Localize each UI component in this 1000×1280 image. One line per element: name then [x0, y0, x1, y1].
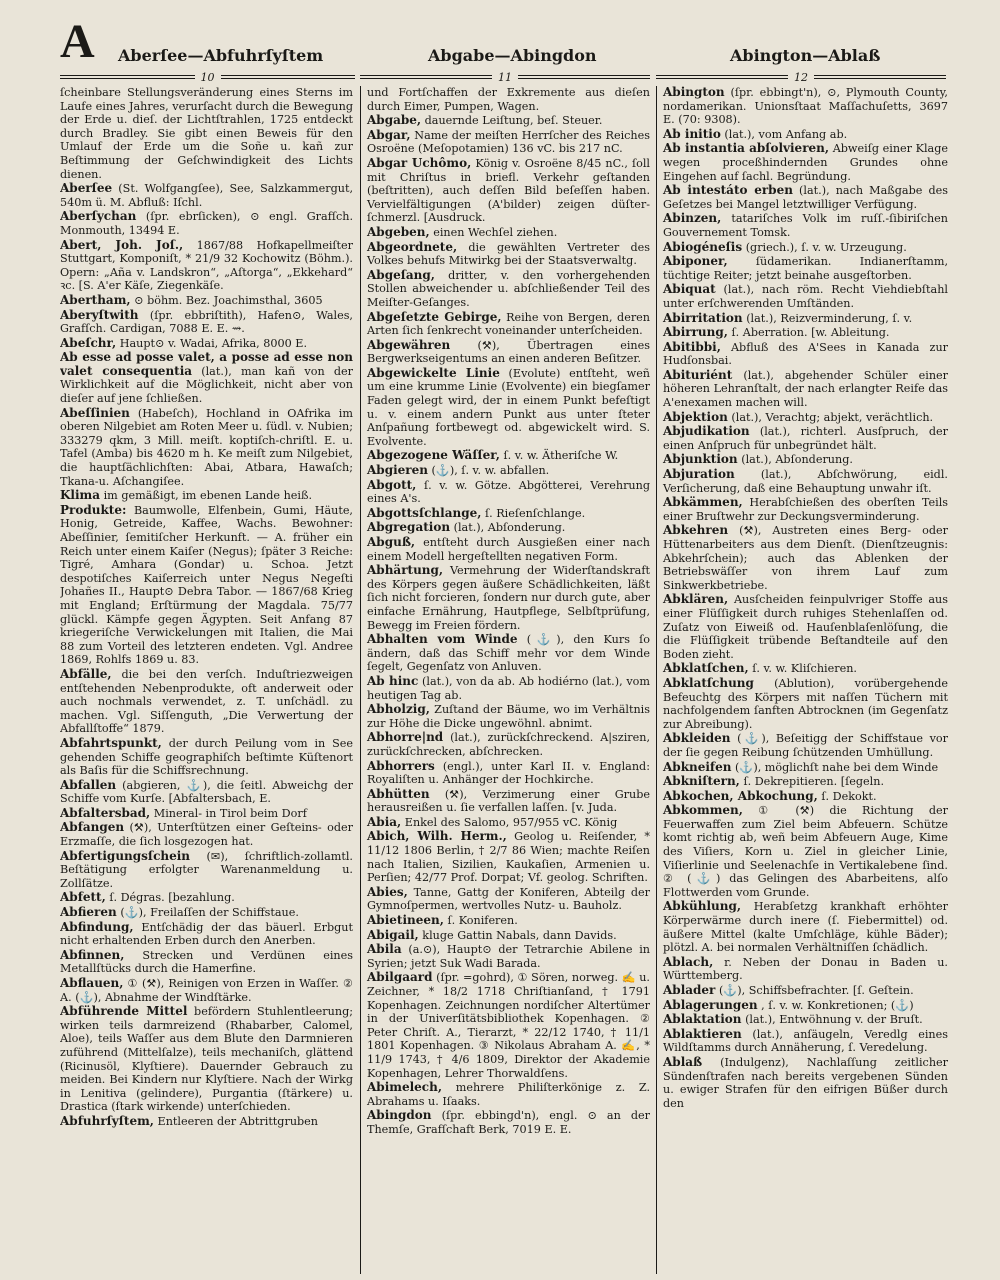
entry-headword: Ablaktieren [663, 1026, 742, 1041]
dictionary-entry [663, 732, 948, 759]
entry-headword: Aberſychan [60, 209, 137, 224]
dictionary-entry [663, 453, 948, 467]
entry-definition: (ſpr. ebbingt'n), ⊙, Plymouth County, nordamerikan. Unionsſtaat Maſſachuſetts, 3697 E. (70: 9308). [663, 86, 948, 127]
entry-headword: Abholzig, [367, 702, 430, 717]
entry-definition: Reihe von Bergen, deren Arten ſich ſenkrecht voneinander unterſcheiden. [367, 310, 650, 338]
entry-headword: Abingdon [367, 1108, 432, 1123]
entry-headword: Abgabe, [367, 113, 422, 128]
entry-headword: Ablader [663, 983, 716, 997]
entry-definition: (lat.), Abſonderung. [741, 453, 853, 467]
entry-definition: ſ. v. w. Kliſchieren. [752, 662, 857, 676]
dictionary-entry [663, 255, 948, 282]
dictionary-entry [60, 182, 353, 209]
dictionary-entry [60, 1005, 353, 1114]
entry-headword: Abhärtung, [367, 563, 444, 578]
entry-headword: Abfett, [60, 890, 106, 905]
entry-definition: (lat.), abgehender Schüler einer höheren Lehranſtalt, der nach erlangter Reife das A'enexamen machen will. [663, 368, 948, 410]
dictionary-entry [663, 341, 948, 368]
entry-headword: Abführende Mittel [60, 1004, 188, 1019]
entry-headword: Abkommen, [663, 803, 743, 818]
entry-headword: Abila [367, 942, 402, 957]
dictionary-entry [60, 86, 353, 181]
entry-headword: Abgeben, [367, 224, 430, 239]
entry-headword: Abgeordnete, [367, 239, 458, 254]
entry-headword: Abgar, [367, 127, 411, 142]
entry-definition: Vermehrung der Widerſtandskraft des Körpers gegen äußere Schädlichkeiten, läßt ſich nicht forcieren, ſondern nur durch gute, aber einfache Ernährung, Hautpflege, Selbſtprüfung, Bewegg im Freien fördern. [367, 564, 650, 632]
dictionary-entry [367, 339, 650, 366]
entry-definition: Abfluß des A'Sees in Kanada zur Hudſonsbai. [663, 340, 948, 368]
entry-headword: Ab hinc [367, 673, 419, 688]
dictionary-entry [663, 593, 948, 661]
rule-line [60, 75, 195, 79]
dictionary-entry [663, 241, 948, 255]
dictionary-entry [60, 504, 353, 667]
center-page-number: 11 [498, 70, 512, 84]
dictionary-entry [367, 830, 650, 884]
center-page-rule [360, 70, 650, 84]
entry-headword: Abklatſchen, [663, 661, 749, 676]
entry-headword: Abkochen, Abkochung, [663, 788, 818, 803]
dictionary-entry [60, 906, 353, 920]
entry-definition: Herabſchießen des oberſten Teils einer Bruſtwehr zur Deckungsverminderung. [663, 496, 948, 523]
entry-headword: Abkühlung, [663, 899, 742, 914]
dictionary-entry [60, 850, 353, 891]
entry-headword: Abfälle, [60, 666, 112, 681]
dictionary-entry [367, 788, 650, 815]
entry-headword: Abhorre|nd [367, 730, 444, 745]
entry-definition: ſ. v. w. Ätheriſche W. [503, 449, 619, 463]
dictionary-entry [367, 816, 650, 830]
entry-definition: (⚒), Verzimerung einer Grube herausreißen u. ſie verfallen laſſen. [v. Juda. [367, 787, 650, 815]
entry-definition: (St. Wolfgangſee), See, Salzkammergut, 540m ü. M. Abfluß: Iſchl. [60, 182, 353, 209]
dictionary-entry [367, 449, 650, 463]
entry-headword: Abjudikation [663, 424, 750, 439]
entry-definition: ſ. v. w. Götze. Abgötterei, Verehrung eines A's. [367, 478, 650, 506]
dictionary-entry [663, 468, 948, 495]
entry-definition: (⚓), den Kurs ſo ändern, daß das Schiff mehr vor dem Winde ſegelt, Gegenſatz von Anluven. [367, 633, 650, 674]
entry-headword: Abiponer, [663, 254, 728, 269]
entry-definition: (⚒), Übertragen eines Bergwerkseigentums an einen anderen Beſitzer. [367, 338, 650, 366]
entry-definition: (⚓), ſ. v. w. abfallen. [431, 464, 550, 478]
left-running-head: Aberſee—Abfuhrſyſtem [118, 46, 324, 65]
dictionary-entry [663, 677, 948, 731]
dictionary-entry [367, 971, 650, 1080]
dictionary-entry [367, 1081, 650, 1108]
entry-headword: Abhorrers [367, 758, 435, 773]
dictionary-entry [663, 984, 948, 998]
entry-definition: (Indulgenz), Nachlaſſung zeitlicher Sündenſtrafen nach bereits vergebenen Sünden u. ewiger Strafen für den eifrigen Büßer durch den [663, 1055, 948, 1110]
entry-headword: Abgewickelte Linie [367, 365, 500, 380]
dictionary-entry [60, 668, 353, 736]
dictionary-entry [663, 142, 948, 183]
dictionary-entry [663, 761, 948, 775]
dictionary-entry [60, 891, 353, 905]
entry-definition: dauernde Leiſtung, beſ. Steuer. [424, 114, 603, 128]
entry-definition: (abgieren, ⚓), die ſeitl. Abweichg der Schiffe vom Kurſe. [Abfaltersbach, E. [60, 778, 353, 806]
entry-headword: Abkehren [663, 523, 729, 538]
dictionary-entry [60, 337, 353, 351]
entry-definition: Name der meiſten Herrſcher des Reiches Osroëne (Meſopotamien) 136 vC. bis 217 nC. [367, 128, 650, 156]
entry-definition: ſcheinbare Stellungsveränderung eines Sterns im Laufe eines Jahres, verurſacht durch die Bewegung der Erde u. dieſ. der Lichtſtrahlen, 1725 entdeckt durch Bradley. Sie gibt einen Beweis für den Umlauf der Erde um die Soñe u. kañ zur Beſtimmung der Geſchwindigkeit des Lichts dienen. [60, 86, 353, 181]
entry-headword: Abeſſinien [60, 405, 130, 420]
dictionary-entry [60, 977, 353, 1004]
entry-headword: Ab instantia abſolvieren, [663, 141, 830, 156]
entry-headword: Abgottsſchlange, [367, 505, 482, 520]
dictionary-entry [367, 564, 650, 632]
entry-definition: dritter, v. den vorhergehenden Stollen abweichender u. abſchließender Teil des Meiſter-Geſanges. [367, 268, 650, 309]
dictionary-entry [663, 900, 948, 954]
dictionary-entry [663, 411, 948, 425]
entry-definition: und Fortſchaffen der Exkremente aus dieſen durch Eimer, Pumpen, Wagen. [367, 86, 650, 113]
entry-definition: ① (⚒), Reinigen von Erzen in Waſſer. ② A. (⚓), Abnahme der Windſtärke. [60, 977, 353, 1004]
section-letter: A [60, 15, 95, 68]
entry-headword: Abklären, [663, 592, 729, 607]
dictionary-entry [663, 804, 948, 899]
entry-definition: die bei den verſch. Induſtriezweigen entſtehenden Nebenprodukte, oft anderweit oder auch nochmals verwendet, z. T. unſchädl. zu machen. Vgl. Siſſenguth, „Die Verwertung der Abfallſtoffe“ 1879. [60, 667, 353, 736]
dictionary-entry [60, 821, 353, 848]
entry-definition: König v. Osroëne 8/45 nC., ſoll mit Chriſtus in briefl. Verkehr geſtanden (beſtritten), auch deſſen Bild beſeſſen haben. Vervielfältigungen (A'bilder) zeigen düſter-ſchmerzl. [Ausdruck. [367, 156, 650, 225]
dictionary-entry [367, 311, 650, 338]
entry-definition: (lat.), Verachtg; abjekt, verächtlich. [731, 410, 934, 424]
entry-headword: Abkneifen [663, 759, 732, 774]
entry-definition: Strecken und Verdünen eines Metallſtücks durch die Hamerfine. [60, 948, 353, 976]
entry-headword: Abirrung, [663, 325, 728, 340]
entry-headword: Abiquat [663, 282, 716, 297]
entry-definition: (engl.), unter Karl II. v. England: Royaliſten u. Anhänger der Hochkirche. [367, 759, 650, 787]
entry-headword: Klima [60, 488, 101, 503]
entry-definition: r. Neben der Donau in Baden u. Württemberg. [663, 955, 948, 983]
entry-headword: Aberyſtwith [60, 307, 139, 322]
dictionary-entry [367, 479, 650, 506]
entry-headword: Abjunktion [663, 452, 738, 467]
rule-line [656, 75, 788, 79]
entry-definition: Mineral- in Tirol beim Dorf [153, 806, 307, 820]
entry-definition: Abweiſg einer Klage wegen proceßhindernden Grundes ohne Eingehen auf ſachl. Begründung. [663, 142, 948, 183]
entry-definition: Tanne, Gattg der Koniferen, Abteilg der Gymnoſpermen, wertvolles Nutz- u. Bauholz. [367, 885, 650, 913]
entry-definition: (lat.), Abſchwörung, eidl. Verſicherung, daß eine Behauptung unwahr iſt. [663, 468, 948, 495]
entry-headword: Abfindung, [60, 919, 134, 934]
dictionary-entry [663, 326, 948, 340]
dictionary-entry [367, 760, 650, 787]
dictionary-entry [367, 269, 650, 310]
dictionary-entry [663, 790, 948, 804]
dictionary-entry [60, 294, 353, 308]
entry-headword: Abilgaard [367, 970, 433, 985]
entry-headword: Abert, Joh. Joſ., [60, 237, 184, 252]
dictionary-entry [367, 943, 650, 970]
dictionary-entry [663, 1013, 948, 1027]
entry-definition: 1867/88 Hofkapellmeiſter Stuttgart, Komponiſt, * 21/9 32 Kochowitz (Böhm.). Opern: „Aña v. Landskron“, „Aſtorga“, „Ekkehard“ ꝛc. [S. A'er Käſe, Ziegenkäſe. [60, 238, 353, 293]
entry-headword: Abia, [367, 814, 402, 829]
entry-headword: Abeſchr, [60, 335, 117, 350]
dictionary-entry [367, 157, 650, 225]
dictionary-entry [367, 129, 650, 156]
dictionary-entry [367, 367, 650, 449]
entry-definition: (Habeſch), Hochland in OAfrika im oberen Nilgebiet am Roten Meer u. ſüdl. v. Nubien; 333279 qkm, 3 Mill. meiſt. koptiſch-chriſtl. E. u. Tafel (Amba) bis 4620 m h. Ke meiſt zum Nilgebiet, die hauptſächlichſten: Abai, Atbara, Hawaſch; Tkana-u. Aſchangiſee. [60, 406, 353, 488]
entry-definition: tatariſches Volk im ruſſ.-ſibiriſchen Gouvernement Tomsk. [663, 212, 948, 239]
entry-headword: Produkte: [60, 502, 127, 517]
entry-headword: Abitibbi, [663, 339, 721, 354]
dictionary-entry [663, 184, 948, 211]
dictionary-entry [663, 128, 948, 142]
entry-headword: Abigail, [367, 927, 419, 942]
entry-headword: Abington [663, 86, 725, 99]
dictionary-entry [663, 524, 948, 592]
left-page-rule [60, 70, 355, 84]
right-page-rule [656, 70, 946, 84]
entry-definition: die gewählten Vertreter des Volkes behufs Mitwirkg bei der Staatsverwaltg. [367, 240, 650, 268]
dictionary-entry [60, 779, 353, 806]
dictionary-entry [663, 369, 948, 410]
right-running-head: Abington—Ablaß [730, 46, 881, 65]
entry-headword: Abfieren [60, 905, 117, 920]
entry-definition: (⚒), Unterſtützen einer Geſteins- oder Erzmaſſe, die ſich losgezogen hat. [60, 821, 353, 849]
entry-definition: (lat.), richterl. Ausſpruch, der einen Anſpruch für unbegründet hält. [663, 425, 948, 452]
dictionary-entry [60, 489, 353, 503]
entry-headword: Abflauen, [60, 976, 124, 990]
entry-headword: Abimelech, [367, 1080, 442, 1095]
right-page-number: 12 [794, 70, 808, 84]
entry-headword: Abgieren [367, 463, 428, 478]
entry-definition: Zuſtand der Bäume, wo im Verhältnis zur Höhe die Dicke ungewöhnl. abnimt. [367, 703, 650, 730]
rule-line [814, 75, 946, 79]
entry-definition: (lat.), von da ab. Ab hodiérno (lat.), vom heutigen Tag ab. [367, 674, 650, 702]
entry-headword: Aberſee [60, 181, 113, 196]
entry-headword: Abiogéneſis [663, 239, 743, 254]
entry-headword: Abfallen [60, 777, 117, 792]
dictionary-entry [663, 999, 948, 1013]
entry-definition: (ſpr. ebbriſtith), Hafen⊙, Wales, Grafſch. Cardigan, 7088 E. E. ⇝. [60, 308, 353, 336]
entry-definition: (ſpr. =gohrd), ① Sören, norweg. ✍ u. Zeichner, * 18/2 1718 Chriſtianſand, † 1791 Kopenhagen. Zeichnungen nordiſcher Altertümer in der Univerſitätsbibliothek Kopenhagen. ② Peter Chriſt. A., Tierarzt, * 22/12 1740, † 11/1 1801 Kopenhagen. ③ Nikolaus Abraham A. ✍, * 11/9 1743, † 4/6 1809, Direktor der Akademie Kopenhagen, Lehrer Thorwaldſens. [367, 971, 650, 1080]
entry-definition: (⚓), Schiffsbefrachter. [ſ. Geſtein. [718, 984, 914, 997]
entry-definition: einen Wechſel ziehen. [433, 225, 558, 239]
dictionary-entry [367, 675, 650, 702]
entry-headword: Ablaktation [663, 1012, 742, 1027]
entry-definition: (⚓), Beſeitigg der Schiffstaue vor der ſie gegen Reibung ſchützenden Umhüllung. [663, 732, 948, 759]
entry-headword: Ab initio [663, 126, 721, 141]
dictionary-entry [367, 914, 650, 928]
dictionary-entry [367, 241, 650, 268]
entry-definition: mehrere Philiſterkönige z. Z. Abrahams u. Iſaaks. [367, 1081, 650, 1108]
entry-headword: Abfangen [60, 820, 125, 835]
entry-headword: Abhütten [367, 786, 430, 801]
dictionary-entry [663, 956, 948, 983]
entry-headword: Abgeſetzte Gebirge, [367, 309, 502, 324]
dictionary-entry [367, 226, 650, 240]
entry-headword: Abjektion [663, 409, 728, 424]
dictionary-entry [367, 633, 650, 674]
entry-definition: (⚒), Austreten eines Berg- oder Hüttenarbeiters aus dem Dienſt. (Dienſtzeugnis: Abkehrſchein); auch das Ablenken der Betriebswäſſer von ihrem Lauf zum Sinkwerkbetriebe. [663, 524, 948, 592]
entry-headword: Abies, [367, 884, 408, 899]
entry-definition: (lat.), man kañ von der Wirklichkeit auf die Möglichkeit, nicht aber von dieſer auf jene ſchließen. [60, 364, 353, 406]
rule-line [518, 75, 650, 79]
entry-definition: ſ. Dégras. [bezahlung. [109, 891, 235, 905]
entry-headword: Abfuhrſyſtem, [60, 1113, 154, 1128]
entry-definition: ſüdamerikan. Indianerſtamm, tüchtige Reiter; jetzt beinahe ausgeſtorben. [663, 255, 948, 282]
entry-definition: der durch Peilung vom in See gehenden Schiffe geographiſch beſtimte Küſtenort als Baſis für die Schiffsrechnung. [60, 736, 353, 778]
entry-definition: (lat.), Entwöhnung v. der Bruſt. [745, 1013, 923, 1027]
entry-definition: (lat.), nach Maßgabe des Geſetzes bei Mangel letztwilliger Verfügung. [663, 184, 948, 211]
dictionary-entry [60, 1115, 353, 1129]
entry-headword: Abfinnen, [60, 947, 125, 962]
entry-headword: Abkleiden [663, 731, 731, 746]
entry-definition: (lat.), vom Anfang ab. [724, 127, 848, 141]
entry-definition: Entſchädig der das bäuerl. Erbgut nicht erhaltenden Erben durch den Anerben. [60, 920, 353, 948]
entry-headword: Abituriént [663, 367, 733, 382]
entry-headword: Abgezogene Wäſſer, [367, 448, 500, 463]
dictionary-entry [60, 239, 353, 293]
dictionary-entry [367, 703, 650, 730]
dictionary-entry [367, 114, 650, 128]
dictionary-entry [663, 496, 948, 523]
entry-definition: (griech.), ſ. v. w. Urzeugung. [745, 240, 907, 254]
dictionary-entry [367, 521, 650, 535]
entry-definition: im gemäßigt, im ebenen Lande heiß. [103, 489, 313, 503]
entry-definition: (⚓), Freilaſſen der Schiffstaue. [120, 906, 299, 920]
entry-headword: Abkämmen, [663, 495, 743, 510]
entry-headword: Abertham, [60, 292, 131, 307]
dictionary-entry [663, 212, 948, 239]
dictionary-entry [367, 536, 650, 563]
entry-definition: (lat.), zurückſchreckend. A|sziren, zurückſchrecken, abſchrecken. [367, 731, 650, 758]
entry-headword: Abich, Wilh. Herm., [367, 829, 507, 844]
dictionary-entry [60, 309, 353, 336]
rule-line [221, 75, 356, 79]
entry-definition: ſ. Koniferen. [447, 914, 518, 928]
entry-headword: Abfahrtspunkt, [60, 735, 162, 750]
entry-definition: ſ. Dekrepitieren. [ſegeln. [743, 775, 884, 789]
entry-definition: ſ. Rieſenſchlange. [484, 506, 586, 520]
entry-headword: Abgar Uchômo, [367, 155, 472, 170]
dictionary-entry [60, 351, 353, 405]
entry-definition: ① (⚒) die Richtung der Feuerwaffen zum Ziel beim Abfeuern. Schütze komt richtig ab, weñ beim Abfeuern Auge, Kime des Viſiers, Korn u. Ziel in gleicher Linie, Viſierlinie und Seelenachſe in Vertikalebene ſind. ② (⚓) das Gelingen des Abarbeitens, alſo Flottwerden vom Grunde. [663, 804, 948, 899]
dictionary-entry [367, 86, 650, 113]
entry-headword: Ablagerungen [663, 997, 758, 1012]
entry-headword: Ab intestáto erben [663, 183, 793, 198]
entry-headword: Abirritation [663, 310, 743, 325]
rule-line [360, 75, 492, 79]
column-2 [360, 86, 650, 1274]
entry-definition: Haupt⊙ v. Wadai, Afrika, 8000 E. [119, 336, 308, 350]
dictionary-entry [663, 312, 948, 326]
entry-headword: Ab esse ad posse valet, a posse ad esse non valet consequentia [60, 350, 353, 378]
dictionary-entry [663, 1056, 948, 1110]
column-1 [60, 86, 353, 1274]
entry-definition: (ſpr. ebrſicken), ⊙ engl. Grafſch. Monmouth, 13494 E. [60, 210, 353, 237]
entry-definition: (Ablution), vorübergehende Befeuchtg des Körpers mit naſſen Tüchern mit nachfolgendem ſanften Abtrocknen (im Gegenſatz zur Abreibung). [663, 676, 948, 731]
entry-headword: Abfaltersbad, [60, 805, 151, 820]
entry-definition: Herabſetzg krankhaft erhöhter Körperwärme durch inere (ſ. Fiebermittel) od. äußere Mittel (kalte Umſchläge, kühle Bäder); plötzl. A. bei normalen Verhältniſſen ſchädlich. [663, 900, 948, 955]
dictionary-entry [60, 921, 353, 948]
dictionary-entry [367, 886, 650, 913]
entry-definition: ⊙ böhm. Bez. Joachimsthal, 3605 [134, 293, 323, 307]
entry-headword: Abietineen, [367, 913, 444, 928]
dictionary-entry [367, 507, 650, 521]
dictionary-entry [60, 737, 353, 778]
entry-headword: Abkniſtern, [663, 774, 740, 789]
entry-definition: entſteht durch Ausgießen einer nach einem Modell hergeſtellten negativen Form. [367, 536, 650, 563]
entry-definition: (lat.), Abſonderung. [453, 521, 566, 535]
entry-definition: , ſ. v. w. Konkretionen; (⚓) [761, 998, 914, 1012]
dictionary-entry [60, 407, 353, 489]
left-page-number: 10 [200, 70, 215, 84]
entry-headword: Abgewähren [367, 337, 451, 352]
entry-definition: (lat.), nach röm. Recht Viehdiebſtahl unter erſchwerenden Umſtänden. [663, 283, 948, 310]
entry-definition: ſ. Dekokt. [821, 789, 877, 803]
entry-definition: Enkel des Salomo, 957/955 vC. König [404, 815, 618, 829]
entry-definition: Entleeren der Abtrittgruben [157, 1114, 319, 1128]
entry-definition: (⚓), möglichſt nahe bei dem Winde [735, 760, 939, 774]
dictionary-entry [60, 949, 353, 976]
entry-definition: (lat.), anſäugeln, Veredlg eines Wildſtamms durch Annäherung, ſ. Veredelung. [663, 1027, 948, 1055]
entry-headword: Abhalten vom Winde [367, 632, 518, 647]
entry-headword: Abfertigungsſchein [60, 848, 191, 863]
entry-headword: Abinzen, [663, 211, 722, 226]
entry-headword: Ablaß [663, 1054, 703, 1069]
entry-definition: befördern Stuhlentleerung; wirken teils darmreizend (Rhabarber, Calomel, Aloe), teils Waſſer aus dem Blute den Darmnieren zuführend (Mittelſalze), teils mechaniſch, glättend (Ricinusöl, Klyſtiere). Dauernder Gebrauch zu meiden. Bei Kindern nur Klyſtiere. Nach der Wirkg in Lenitiva (gelindere), Purgantia (ſtärkere) u. Drastica (ſtark wirkende) unterſchieden. [60, 1005, 353, 1114]
dictionary-entry [367, 731, 650, 758]
dictionary-entry [60, 807, 353, 821]
entry-headword: Abgregation [367, 520, 451, 535]
dictionary-entry [60, 210, 353, 237]
entry-headword: Ablach, [663, 954, 714, 969]
entry-definition: Geolog u. Reiſender, * 11/12 1806 Berlin, † 2/7 86 Wien; machte Reiſen nach Italien, Sizilien, Kaukaſien, Armenien u. Perſien; 42/77 Prof. Dorpat; Vf. geolog. Schriften. [367, 830, 650, 885]
entry-definition: (a.⊙), Haupt⊙ der Tetrarchie Abilene in Syrien; jetzt Suk Wadi Barada. [367, 943, 650, 970]
entry-headword: Abgott, [367, 477, 417, 492]
dictionary-entry [663, 283, 948, 310]
entry-definition: (ſpr. ebbingd'n), engl. ⊙ an der Themſe, Grafſchaft Berk, 7019 E. E. [367, 1109, 650, 1136]
dictionary-entry [663, 425, 948, 452]
entry-definition: (Evolute) entſteht, weñ um eine krumme Linie (Evolvente) ein biegſamer Faden gelegt wird, der in einem Punkt befeſtigt u. v. einem andern Punkt aus unter ſteter Anſpañung fortbewegt od. abgewickelt wird. S. Evolvente. [367, 366, 650, 448]
entry-definition: (lat.), Reizverminderung, ſ. v. [746, 311, 913, 325]
column-3 [656, 86, 948, 1274]
entry-definition: kluge Gattin Nabals, dann Davids. [422, 928, 617, 942]
dictionary-entry [663, 1028, 948, 1055]
entry-definition: Baumwolle, Elfenbein, Gumi, Häute, Honig, Getreide, Kaffee, Wachs. Bewohner: Abeſſinier, ſemitiſcher Herkunft. — A. früher ein Reich unter einem Kaiſer (Negus); ſpäter 3 Reiche: Tigré, Amhara (Gondar) u. Schoa. Jetzt despotiſches Kaiſerreich unter Negus Negeſti Johañes II., Haupt⊙ Debra Tabor. — 1867/68 Krieg mit England; Erſtürmung der Magdala. 75/77 glückl. Kämpfe gegen Ägypten. Seit Anfang 87 kriegeriſche Verwickelungen mit Italien, die Mai 88 zum Vorteil des letzteren endeten. Vgl. Andree 1869, Rohlfs 1869 u. 83. [60, 503, 353, 667]
entry-headword: Abjuration [663, 467, 735, 482]
entry-headword: Abguß, [367, 535, 416, 549]
entry-definition: (✉), ſchriftlich-zollamtl. Beſtätigung erfolgter Warenanmeldung u. Zollſätze. [60, 849, 353, 890]
center-running-head: Abgabe—Abingdon [428, 46, 597, 65]
dictionary-entry [663, 86, 948, 127]
dictionary-entry [663, 775, 948, 789]
dictionary-entry [367, 929, 650, 943]
entry-headword: Abgeſang, [367, 267, 435, 282]
dictionary-entry [367, 464, 650, 478]
dictionary-entry [367, 1109, 650, 1136]
entry-definition: Ausſcheiden feinpulvriger Stoffe aus einer Flüſſigkeit durch ruhiges Stehenlaſſen od. Zuſatz von Eiweiß od. Hauſenblaſenlöſung, die die Flüſſigkeit trübende Beſtandteile auf den Boden zieht. [663, 593, 948, 661]
entry-definition: ſ. Aberration. [w. Ableitung. [731, 326, 890, 340]
dictionary-entry [663, 662, 948, 676]
entry-headword: Abklatſchung [663, 675, 754, 690]
